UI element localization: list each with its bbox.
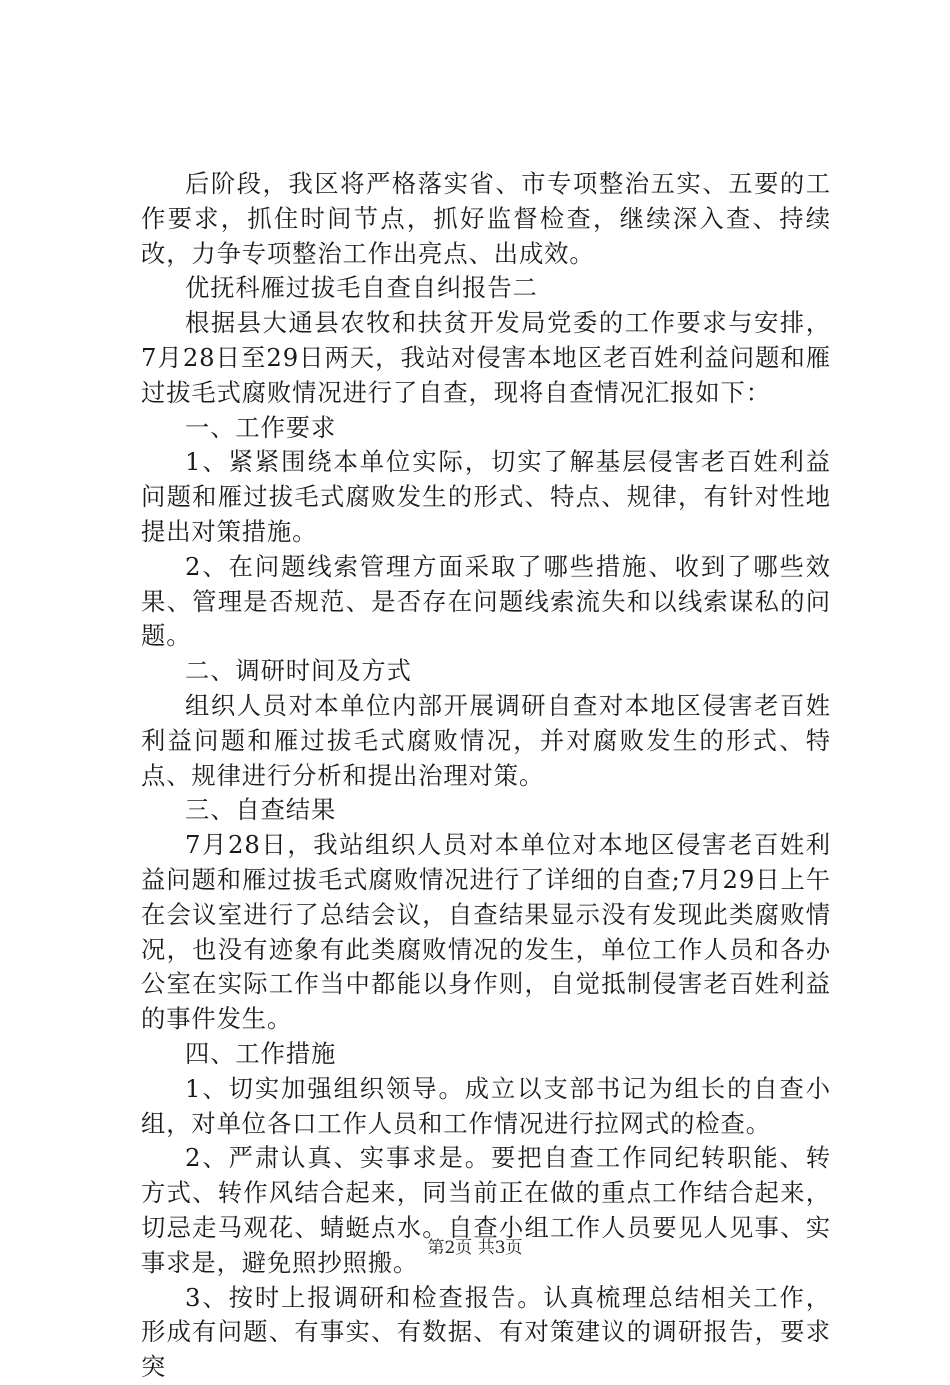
report-title: 优抚科雁过拔毛自查自纠报告二 (185, 273, 538, 303)
section-heading-1: 一、工作要求 (185, 412, 337, 442)
section-heading-3: 三、自查结果 (185, 795, 337, 825)
paragraph-measure-2: 2、严肃认真、实事求是。要把自查工作同纪转职能、转方式、转作风结合起来，同当前正在做的重点工作结合起来，切忌走马观花、蜻蜓点水。自查小组工作人员要见人见事、实事求是，避免照抄照搬。 (141, 1143, 831, 1277)
section-heading-2: 二、调研时间及方式 (185, 656, 412, 686)
paragraph-continuation: 后阶段，我区将严格落实省、市专项整治五实、五要的工作要求，抓住时间节点，抓好监督检查，继续深入查、持续改，力争专项整治工作出亮点、出成效。 (141, 169, 831, 268)
paragraph-intro: 根据县大通县农牧和扶贫开发局党委的工作要求与安排，7月28日至29日两天，我站对侵害本地区老百姓利益问题和雁过拔毛式腐败情况进行了自查，现将自查情况汇报如下： (141, 308, 831, 407)
document-body (141, 167, 831, 1385)
paragraph-survey: 组织人员对本单位内部开展调研自查对本地区侵害老百姓利益问题和雁过拔毛式腐败情况，并对腐败发生的形式、特点、规律进行分析和提出治理对策。 (141, 690, 831, 790)
paragraph-requirement-2: 2、在问题线索管理方面采取了哪些措施、收到了哪些效果、管理是否规范、是否存在问题线索流失和以线索谋私的问题。 (141, 551, 831, 651)
paragraph-measure-1: 1、切实加强组织领导。成立以支部书记为组长的自查小组，对单位各口工作人员和工作情况进行拉网式的检查。 (141, 1073, 831, 1138)
section-heading-4: 四、工作措施 (185, 1038, 337, 1068)
paragraph-requirement-1: 1、紧紧围绕本单位实际，切实了解基层侵害老百姓利益问题和雁过拔毛式腐败发生的形式、特点、规律，有针对性地提出对策措施。 (141, 447, 831, 546)
page-number-footer: 第2页 共3页 (427, 1238, 523, 1258)
paragraph-measure-3: 3、按时上报调研和检查报告。认真梳理总结相关工作，形成有问题、有事实、有数据、有对策建议的调研报告，要求突 (141, 1282, 831, 1382)
paragraph-results: 7月28日，我站组织人员对本单位对本地区侵害老百姓利益问题和雁过拔毛式腐败情况进行了详细的自查;7月29日上午在会议室进行了总结会议，自查结果显示没有发现此类腐败情况，也没有迹象有此类腐败情况的发生，单位工作人员和各办公室在实际工作当中都能以身作则，自觉抵制侵害老百姓利益的事件发生。 (141, 830, 831, 1034)
